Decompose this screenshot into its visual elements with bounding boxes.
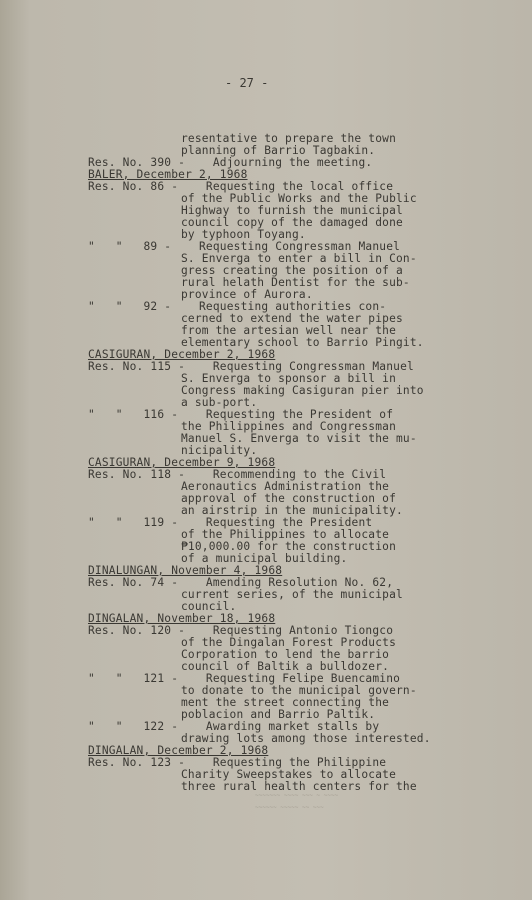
text-line: council copy of the damaged done <box>181 216 403 229</box>
text-line: by typhoon Toyang. <box>181 228 306 241</box>
text-line: to donate to the municipal govern- <box>181 684 417 697</box>
text-line: the Philippines and Congressman <box>181 420 396 433</box>
text-line: ₱10,000.00 for the construction <box>181 540 396 553</box>
section-heading: DINGALAN, December 2, 1968 <box>88 744 269 757</box>
page-number: - 27 - <box>225 76 269 90</box>
text-line: " " 122 - Awarding market stalls by <box>88 720 380 733</box>
text-line: Congress making Casiguran pier into <box>181 384 424 397</box>
text-line: Manuel S. Enverga to visit the mu- <box>181 432 417 445</box>
text-line: Corporation to lend the barrio <box>181 648 390 661</box>
text-line: Res. No. 115 - Requesting Congressman Manuel <box>88 360 414 373</box>
text-line: drawing lots among those interested. <box>181 732 431 745</box>
text-line: " " 121 - Requesting Felipe Buencamino <box>88 672 401 685</box>
text-line: Res. No. 120 - Requesting Antonio Tiongco <box>88 624 394 637</box>
text-line: Res. No. 118 - Recommending to the Civil <box>88 468 387 481</box>
text-line: poblacion and Barrio Paltik. <box>181 708 376 721</box>
text-line: current series, of the municipal <box>181 588 403 601</box>
text-line: province of Aurora. <box>181 288 313 301</box>
text-line: Res. No. 390 - Adjourning the meeting. <box>88 156 373 169</box>
section-heading: BALER, December 2, 1968 <box>88 168 248 181</box>
text-line: ment the street connecting the <box>181 696 390 709</box>
text-line: approval of the construction of <box>181 492 396 505</box>
text-line: three rural health centers for the <box>181 780 417 793</box>
text-line: Res. No. 86 - Requesting the local office <box>88 180 394 193</box>
text-line: Res. No. 123 - Requesting the Philippine <box>88 756 387 769</box>
text-line: rural helath Dentist for the sub- <box>181 276 410 289</box>
text-line: gress creating the position of a <box>181 264 403 277</box>
text-line: of a municipal building. <box>181 552 348 565</box>
text-line: nicipality. <box>181 444 258 457</box>
text-line: " " 92 - Requesting authorities con- <box>88 300 387 313</box>
text-line: " " 116 - Requesting the President of <box>88 408 394 421</box>
text-line: Aeronautics Administration the <box>181 480 390 493</box>
text-line: Res. No. 74 - Amending Resolution No. 62, <box>88 576 394 589</box>
text-line: elementary school to Barrio Pingit. <box>181 336 424 349</box>
text-line: Charity Sweepstakes to allocate <box>181 768 396 781</box>
bleed-through-text: ~~~~~~~ ~~~~ ~~~ ~ ~~~~ <box>255 792 339 799</box>
text-line: resentative to prepare the town <box>181 132 396 145</box>
text-line: council. <box>181 600 237 613</box>
section-heading: DINGALAN, November 18, 1968 <box>88 612 276 625</box>
text-line: Highway to furnish the municipal <box>181 204 403 217</box>
section-heading: DINALUNGAN, November 4, 1968 <box>88 564 283 577</box>
section-heading: CASIGURAN, December 2, 1968 <box>88 348 276 361</box>
text-line: a sub-port. <box>181 396 258 409</box>
bleed-through-text: ~~~~~~ ~~~~~ ~~ ~~~ <box>255 804 324 811</box>
text-line: " " 89 - Requesting Congressman Manuel <box>88 240 401 253</box>
text-line: cerned to extend the water pipes <box>181 312 403 325</box>
text-line: planning of Barrio Tagbakin. <box>181 144 376 157</box>
text-line: of the Dingalan Forest Products <box>181 636 396 649</box>
text-line: S. Enverga to sponsor a bill in <box>181 372 396 385</box>
text-line: an airstrip in the municipality. <box>181 504 403 517</box>
text-line: council of Baltik a bulldozer. <box>181 660 390 673</box>
text-line: from the artesian well near the <box>181 324 396 337</box>
text-line: S. Enverga to enter a bill in Con- <box>181 252 417 265</box>
text-line: of the Philippines to allocate <box>181 528 390 541</box>
text-line: of the Public Works and the Public <box>181 192 417 205</box>
text-line: " " 119 - Requesting the President <box>88 516 373 529</box>
section-heading: CASIGURAN, December 9, 1968 <box>88 456 276 469</box>
